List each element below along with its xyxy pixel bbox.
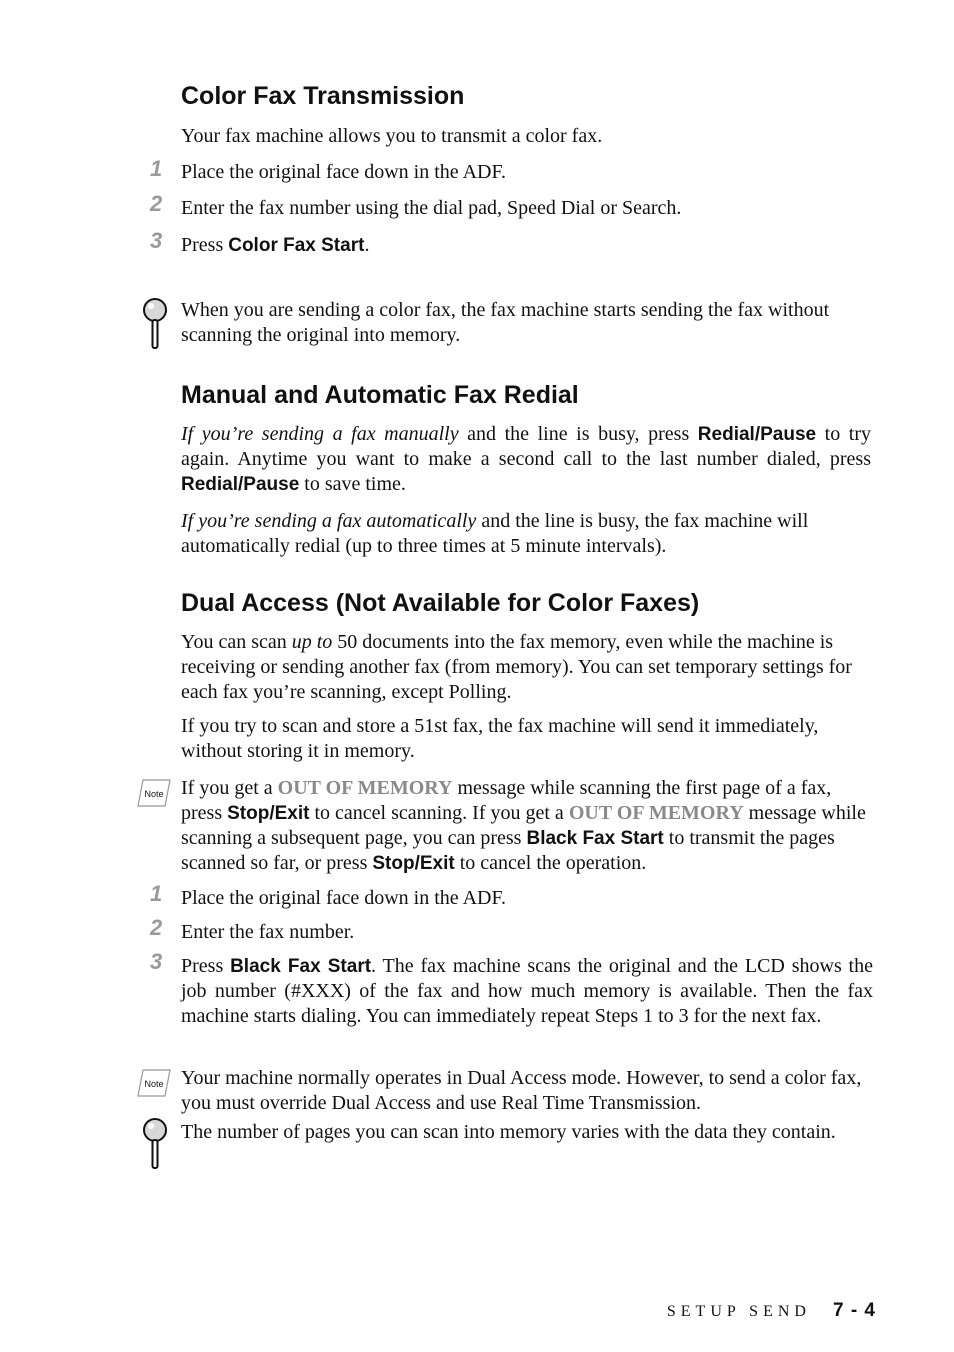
- stop-exit-key: Stop/Exit: [372, 853, 455, 874]
- svg-text:Note: Note: [144, 789, 164, 799]
- redial-automatic-paragraph: If you’re sending a fax automatically and the line is busy, the fax machine will automatically redial (up to three times at 5 minute intervals).: [181, 510, 809, 557]
- step-number: 2: [150, 915, 163, 940]
- tip-pin-icon: [140, 1118, 170, 1170]
- stop-exit-key: Stop/Exit: [227, 803, 310, 824]
- page-footer: [667, 1300, 876, 1322]
- redial-pause-key: Redial/Pause: [697, 424, 817, 445]
- tip-memory-pages: The number of pages you can scan into memory varies with the data they contain.: [181, 1121, 836, 1143]
- dual-access-paragraph-2: If you try to scan and store a 51st fax, the fax machine will send it immediately, without storing it in memory.: [181, 715, 819, 762]
- step-text: Press Color Fax Start.: [181, 234, 370, 256]
- step-number: 1: [150, 881, 163, 906]
- note-icon: [137, 1068, 171, 1098]
- page-number: 7 - 4: [832, 1300, 876, 1321]
- intro-paragraph: Your fax machine allows you to transmit a color fax.: [181, 125, 603, 147]
- black-fax-start-key: Black Fax Start: [230, 956, 372, 977]
- redial-pause-key: Redial/Pause: [181, 474, 300, 495]
- note-out-of-memory: If you get a OUT OF MEMORY message while scanning the first page of a fax, press Stop/Exit to cancel scanning. If you get a OUT OF MEMORY message while scanning a subsequent page, you can press Black Fax Start to transmit the pages scanned so far, or press Stop/Exit to cancel the operation.: [181, 777, 866, 874]
- step-text: Press Black Fax Start. The fax machine scans the original and the LCD shows the job number (#XXX) of the fax and how much memory is available. Then the fax machine starts dialing. You can immediately repeat Steps 1 to 3 for the next fax.: [181, 955, 873, 1027]
- step-number: 2: [150, 191, 163, 216]
- footer-section-name: SETUP SEND: [666, 1303, 811, 1320]
- color-fax-start-key: Color Fax Start: [228, 235, 365, 256]
- heading-color-fax-transmission: Color Fax Transmission: [181, 82, 465, 110]
- step-number: 3: [150, 228, 163, 253]
- black-fax-start-key: Black Fax Start: [526, 828, 664, 849]
- step-number: 1: [150, 156, 163, 181]
- tip-text: When you are sending a color fax, the fax machine starts sending the fax without scanning the original into memory.: [181, 299, 830, 346]
- svg-text:Note: Note: [144, 1079, 164, 1089]
- dual-access-paragraph-1: You can scan up to 50 documents into the fax memory, even while the machine is receiving or sending another fax (from memory). You can set temporary settings for each fax you’re scanning, except Polling.: [181, 631, 852, 703]
- step-text: Place the original face down in the ADF.: [181, 887, 506, 909]
- redial-manual-paragraph: If you’re sending a fax manually and the line is busy, press Redial/Pause to try again. Anytime you want to make a second call to the last number dialed, press Redial/Pause to save time.: [181, 423, 871, 495]
- tip-pin-icon: [140, 298, 170, 350]
- step-text: Place the original face down in the ADF.: [181, 161, 506, 183]
- note-icon: [137, 778, 171, 808]
- step-number: 3: [150, 949, 163, 974]
- step-text: Enter the fax number.: [181, 921, 355, 943]
- note-dual-access-mode: Your machine normally operates in Dual Access mode. However, to send a color fax, you must override Dual Access and use Real Time Transmission.: [181, 1067, 862, 1114]
- heading-dual-access: Dual Access (Not Available for Color Faxes): [181, 589, 700, 617]
- step-text: Enter the fax number using the dial pad, Speed Dial or Search.: [181, 197, 682, 219]
- heading-fax-redial: Manual and Automatic Fax Redial: [181, 381, 579, 409]
